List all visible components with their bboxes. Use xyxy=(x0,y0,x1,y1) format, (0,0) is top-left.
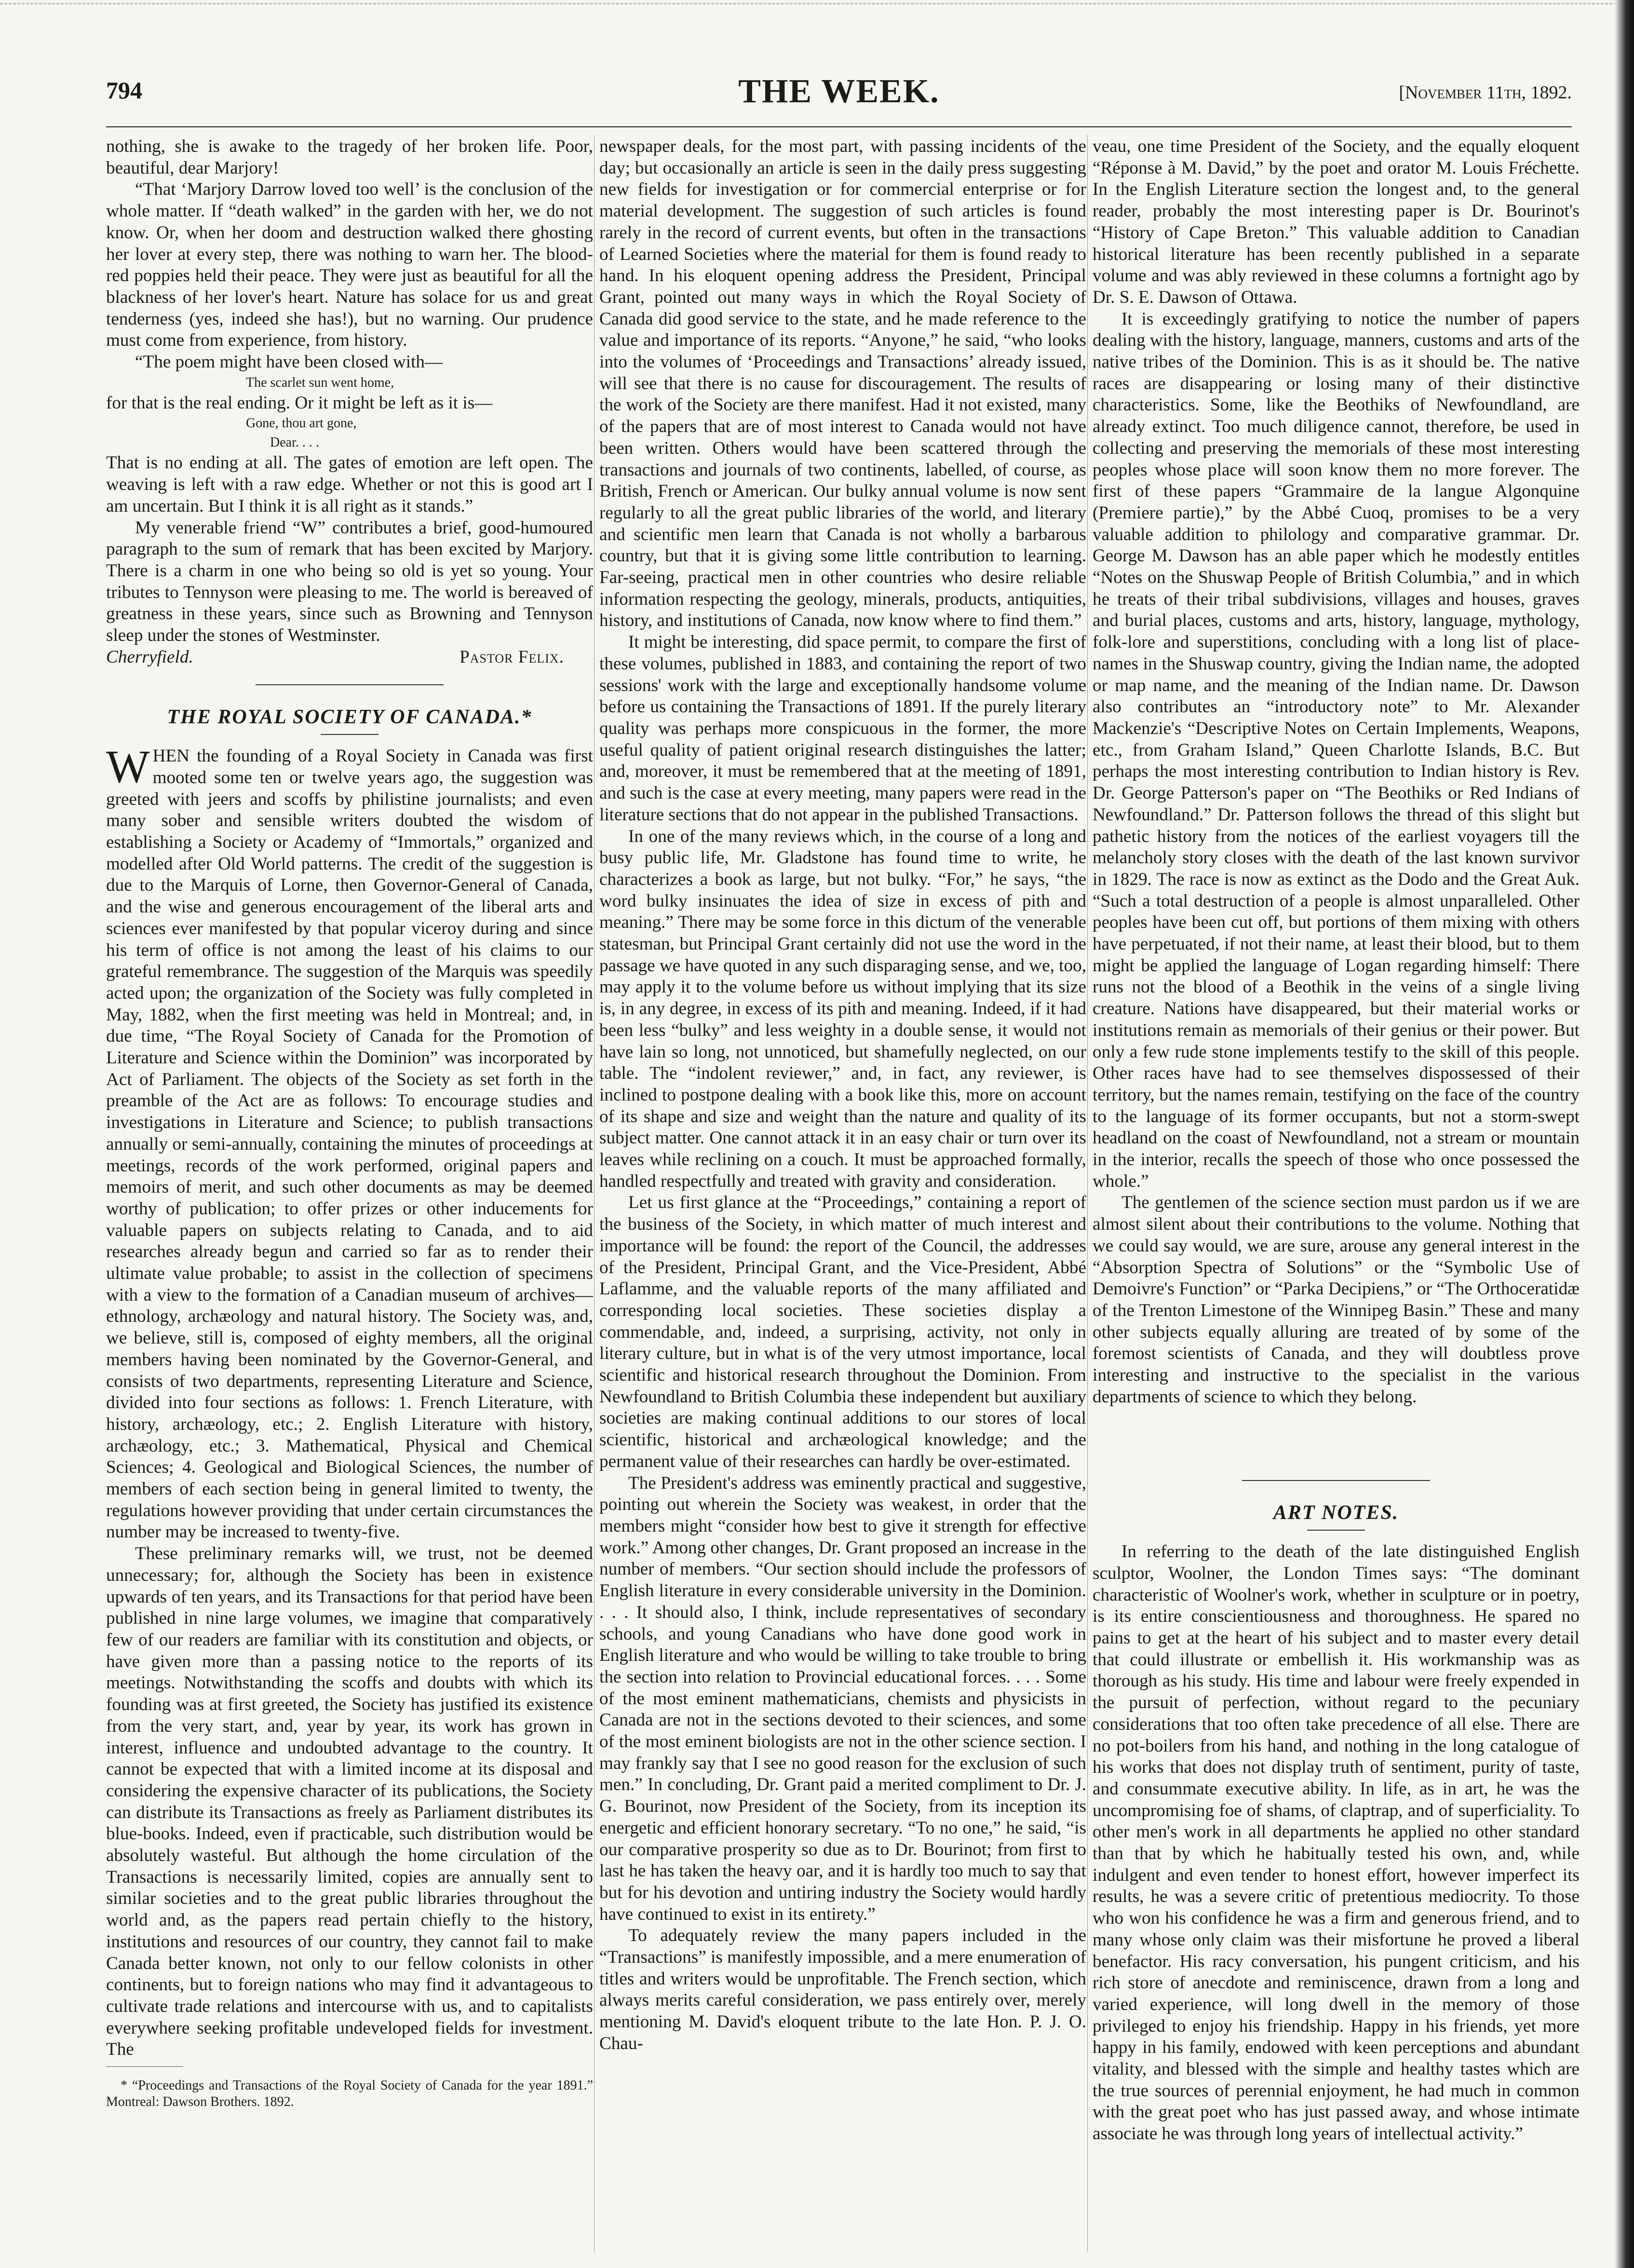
body-paragraph: My venerable friend “W” contributes a brief, good-humoured paragraph to the sum of remark that has been excited by Marjory. There is a charm in one who being so old is yet so young. Your tributes to Tennyson were pleasing to me. The world is bereaved of greatness in these years, since such as Browning and Tennyson sleep under the stones of Westminster. xyxy=(106,517,593,646)
header-rule xyxy=(106,126,1572,127)
section-rule xyxy=(1242,1480,1430,1481)
section-rule xyxy=(256,684,444,685)
signature-place: Cherryfield. xyxy=(106,647,193,667)
body-paragraph: “That ‘Marjory Darrow loved too well’ is the conclusion of the whole matter. If “death walked” in the garden with her, we do not know. Or, when her doom and destruction walked there ghosting her lover at every step, there was nothing to warn her. The blood-red poppies held their peace. They were just as beautiful for all the blackness of her lover's heart. Nature has solace for us and great tenderness (yes, indeed she has!), but no warning. Our prudence must come from experience, from history. xyxy=(106,179,593,351)
body-paragraph: Let us first glance at the “Proceedings,” containing a report of the business of the Society, in which matter of much interest and importance will be found: the report of the Council, the addresses of the President, Principal Grant, and the Vice-President, Abbé Laflamme, and the valuable reports of the many affiliated and corresponding local societies. These societies display a commendable, and, indeed, a surprising, activity, not only in literary culture, but in what is of the very utmost importance, local scientific and historical research throughout the Dominion. From Newfoundland to British Columbia these independent but auxiliary societies are making continual additions to our stores of local scientific, historical and archæological knowledge; and the permanent value of their researches can hardly be over-estimated. xyxy=(599,1193,1086,1471)
column-1 xyxy=(106,136,593,2248)
drop-cap: W xyxy=(106,741,150,793)
body-paragraph: The President's address was eminently practical and suggestive, pointing out wherein the Society was weakest, in order that the members might “consider how best to give it strength for effective work.” Among other changes, Dr. Grant proposed an increase in the number of members. “Our section should include the professors of English literature in every considerable university in the Dominion. . . . It should also, I think, include representatives of secondary schools, and young Canadians who have done good work in English literature and who would be willing to take trouble to bring the section into relation to Provincial educational forces. . . . Some of the most eminent mathematicians, chemists and physicists in Canada are not in the sections devoted to their sciences, and some of the most eminent biologists are not in the other science section. I may frankly say that I see no good reason for the exclusion of such men.” In concluding, Dr. Grant paid a merited compliment to Dr. J. G. Bourinot, now President of the Society, from its inception its energetic and efficient honorary secretary. “To no one,” he said, “is our comparative prosperity so due as to Dr. Bourinot; from first to last he has taken the heavy oar, and it is hardly too much to say that but for his devotion and untiring industry the Society would hardly have continued to exist in its entirety.” xyxy=(599,1473,1086,1924)
body-paragraph: The gentlemen of the science section must pardon us if we are almost silent about their contributions to the volume. Nothing that we could say would, we are sure, arouse any general interest in the “Absorption Spectra of Solutions” or the “Symbolic Use of Demoivre's Function” or “Parka Decipiens,” or “The Orthoceratidæ of the Trenton Limestone of the Winnipeg Basin.” These and many other subjects equally alluring are treated of by some of the foremost scientists of Canada, and they will doubtless prove interesting and instructive to the specialist in the various departments of science to which they belong. xyxy=(1093,1193,1580,1407)
body-paragraph: In one of the many reviews which, in the course of a long and busy public life, Mr. Gladstone has found time to write, he characterizes a book as large, but not bulky. “For,” he says, “the word bulky insinuates the idea of size in excess of pith and meaning.” There may be some force in this dictum of the venerable statesman, but Principal Grant certainly did not use the word in the passage we have quoted in any such disparaging sense, and we, too, may apply it to the volume before us without implying that its size is, in any degree, in excess of its pith and meaning. Indeed, if it had been less “bulky” and less weighty in a double sense, it would not have lain so long, not unnoticed, but shamefully neglected, on our table. The “indolent reviewer,” and, in fact, any reviewer, is inclined to postpone dealing with a book like this, more on account of its shape and size and weight than the nature and quality of its subject matter. One cannot attack it in an easy chair or turn over its leaves while reclining on a couch. It must be approached formally, handled respectfully and treated with gravity and consideration. xyxy=(599,826,1086,1191)
body-paragraph: for that is the real ending. Or it might be left as it is— xyxy=(106,393,493,413)
section-title: THE ROYAL SOCIETY OF CANADA.* xyxy=(167,706,532,729)
paragraph-text: HEN the founding of a Royal Society in Canada was first mooted some ten or twelve years ago, the suggestion was greeted with jeers and scoffs by philistine journalists; and even many sober and sensible writers doubted the wisdom of establishing a Society or Academy of “Immortals,” organized and modelled after Old World patterns. The credit of the suggestion is due to the Marquis of Lorne, then Governor-General of Canada, and the wise and generous encouragement of the liberal arts and sciences ever manifested by that popular viceroy during and since his term of office is not among the least of his claims to our grateful remembrance. The suggestion of the Marquis was speedily acted upon; the organization of the Society was fully completed in May, 1882, when the first meeting was held in Montreal; and, in due time, “The Royal Society of Canada for the Promotion of Literature and Science within the Dominion” was incorporated by Act of Parliament. The objects of the Society as set forth in the preamble of the Act are as follows: To encourage studies and investigations in Literature and Science; to publish transactions annually or semi-annually, containing the minutes of proceedings at meetings, records of the work performed, original papers and memoirs of merit, and such other documents as may be deemed worthy of publication; to offer prizes or other inducements for valuable papers on subjects relating to Canada, and to aid researches already begun and carried so far as to render their ultimate value probable; to assist in the collection of specimens with a view to the formation of a Canadian museum of archives—ethnology, archæology and natural history. The Society was, and, we believe, still is, composed of eighty members, all the original members having been nominated by the Governor-General, and consists of two departments, representing Literature and Science, divided into four sections as follows: 1. French Literature, with history, archæology, etc.; 2. English Literature with history, archæology, etc.; 3. Mathematical, Physical and Chemical Sciences; 4. Geological and Biological Sciences, the number of members of each section being in general limited to twenty, the regulations however providing that under certain circumstances the number may be increased to twenty-five. xyxy=(106,746,593,1542)
body-paragraph: newspaper deals, for the most part, with passing incidents of the day; but occasionally an article is seen in the daily press suggesting new fields for investigation or for commercial enterprise or for material development. The suggestion of such articles is found rarely in the record of current events, but often in the transactions of Learned Societies where the material for them is found ready to hand. In his eloquent opening address the President, Principal Grant, pointed out many ways in which the Royal Society of Canada did good service to the state, and he made reference to the value and importance of its reports. “Anyone,” he said, “who looks into the volumes of ‘Proceedings and Transactions’ already issued, will see that there is no cause for discouragement. The results of the work of the Society are there manifest. Had it not existed, many of the papers that are of most interest to Canada would not have been written. Others would have been scattered through the transactions and journals of two continents, labelled, of course, as British, French or American. Our bulky annual volume is now sent regularly to all the great public libraries of the world, and literary and scientific men learn that Canada is not wholly a barbarous country, but that it is giving some little contribution to learning. Far-seeing, practical men in other countries who desire reliable information respecting the geology, minerals, products, antiquities, history, and institutions of Canada, now know where to find them.” xyxy=(599,136,1086,631)
body-paragraph: In referring to the death of the late distinguished English sculptor, Woolner, the London Times says: “The dominant characteristic of Woolner's work, whether in sculpture or in poetry, is its entire conscientiousness and thoroughness. He spared no pains to get at the heart of his subject and to master every detail that could illustrate or embellish it. His workmanship was as thorough as his study. His time and labour were freely expended in the pursuit of perfection, without regard to the pecuniary considerations that too often take precedence of all else. There are no pot-boilers from his hand, and nothing in the long catalogue of his works that does not display truth of sentiment, purity of taste, and consummate executive ability. In life, as in art, he was the uncompromising foe of shams, of claptrap, and of superficiality. To other men's work in all departments he applied no other standard than that by which he habitually tested his own, and, while indulgent and even tender to honest effort, however imperfect its results, he was a severe critic of pretentious mediocrity. To those who won his confidence he was a firm and generous friend, and to many whose only claim was their misfortune he proved a liberal benefactor. His racy conversation, his pungent criticism, and his rich store of anecdote and reminiscence, drawn from a long and varied experience, will long dwell in the memory of those privileged to enjoy his friendship. Happy in his friends, yet more happy in his family, endowed with keen perceptions and abundant vitality, and blessed with the simple and healthy tastes which are the true sources of perennial enjoyment, he had much in common with the great poet who has just passed away, and whose intimate associate he was through long years of intellectual activity.” xyxy=(1093,1542,1580,2144)
signature xyxy=(106,647,593,668)
section-title: ART NOTES. xyxy=(1273,1502,1399,1524)
page-header xyxy=(106,72,1572,116)
body-paragraph xyxy=(106,741,593,1543)
title-rule xyxy=(1307,1530,1365,1531)
body-paragraph: veau, one time President of the Society, and the equally eloquent “Réponse à M. David,” by the poet and orator M. Louis Fréchette. In the English Literature section the longest and, to the general reader, probably the most interesting paper is Dr. Bourinot's “History of Cape Breton.” This valuable addition to Canadian historical literature has been recently published in a separate volume and was ably reviewed in these columns a fortnight ago by Dr. S. E. Dawson of Ottawa. xyxy=(1093,136,1580,307)
verse-line: The scarlet sun went home, xyxy=(246,375,394,390)
top-edge-rule xyxy=(0,3,1634,7)
footnote-rule xyxy=(106,2066,183,2067)
verse-line: Dear. . . . xyxy=(270,435,319,450)
column-3 xyxy=(1093,136,1580,2248)
body-paragraph: These preliminary remarks will, we trust, not be deemed unnecessary; for, although the Society has been in existence upwards of ten years, and its Transactions for that period have been published in nine large volumes, we imagine that comparatively few of our readers are familiar with its constitution and objects, or have given more than a passing notice to the reports of its meetings. Notwithstanding the scoffs and doubts with which its founding was at first greeted, the Society has justified its existence from the very start, and, year by year, its work has grown in interest, influence and undoubted advantage to the country. It cannot be expected that with a limited income at its disposal and considering the expensive character of its publications, the Society can distribute its Transactions as freely as Parliament distributes its blue-books. Indeed, even if practicable, such distribution would be absolutely wasteful. But although the home circulation of the Transactions is necessarily limited, copies are annually sent to similar societies and to the great public libraries throughout the world and, as the papers read pertain chiefly to the history, institutions and resources of our country, they cannot fail to make Canada better known, not only to our fellow colonists in other continents, but to foreign nations who may find it advantageous to cultivate trade relations and intercourse with us, and to capitalists everywhere seeking profitable undeveloped fields for investment. The xyxy=(106,1544,593,2060)
body-paragraph: nothing, she is awake to the tragedy of her broken life. Poor, beautiful, dear Marjory! xyxy=(106,136,593,178)
column-2 xyxy=(599,136,1086,2248)
body-paragraph: “The poem might have been closed with— xyxy=(135,352,443,372)
verse-line: Gone, thou art gone, xyxy=(246,416,357,431)
page-edge-shadow xyxy=(1615,0,1634,2268)
body-paragraph: To adequately review the many papers included in the “Transactions” is manifestly impossible, and a mere enumeration of titles and writers would be unprofitable. The French section, which always merits careful consideration, we pass entirely over, merely mentioning M. David's eloquent tribute to the late Hon. P. J. O. Chau- xyxy=(599,1926,1086,2053)
column-divider xyxy=(1087,135,1088,2252)
title-rule xyxy=(321,734,378,735)
body-paragraph: That is no ending at all. The gates of emotion are left open. The weaving is left with a raw edge. Whether or not this is good art I am uncertain. But I think it is all right as it stands.” xyxy=(106,453,593,516)
signature-name: Pastor Felix. xyxy=(459,647,564,667)
footnote: * “Proceedings and Transactions of the Royal Society of Canada for the year 1891.” Montreal: Dawson Brothers. 1892. xyxy=(106,2078,593,2110)
body-paragraph: It is exceedingly gratifying to notice the number of papers dealing with the history, language, manners, customs and arts of the native tribes of the Dominion. This is as it should be. The native races are disappearing or losing many of their distinctive characteristics. Some, like the Beothiks of Newfoundland, are already extinct. Too much diligence cannot, therefore, be used in collecting and preserving the memorials of these most interesting peoples whose place will soon know them no more forever. The first of these papers “Grammaire de la langue Algonquine (Premiere partie),” by the Abbé Cuoq, promises to be a very valuable addition to philology and comparative grammar. Dr. George M. Dawson has an able paper which he modestly entitles “Notes on the Shuswap People of British Columbia,” and in which he treats of their tribal subdivisions, villages and houses, graves and burial places, customs and arts, history, language, mythology, folk-lore and superstitions, concluding with a long list of place-names in the Shuswap country, giving the Indian name, the adopted or map name, and the meaning of the Indian name. Dr. Dawson also contributes an “introductory note” to Mr. Alexander Mackenzie's “Descriptive Notes on Certain Implements, Weapons, etc., from Graham Island,” Queen Charlotte Islands, B.C. But perhaps the most interesting contribution to Indian history is Rev. Dr. George Patterson's paper on “The Beothiks or Red Indians of Newfoundland.” Dr. Patterson follows the thread of this slight but pathetic history from the notices of the earliest voyagers till the melancholy story closes with the death of the last known survivor in 1829. The race is now as extinct as the Dodo and the Great Auk. “Such a total destruction of a people is almost unparalleled. Other peoples have been cut off, but portions of them mixing with others have perpetuated, if not their name, at least their blood, but to them might be applied the language of Logan regarding himself: There runs not the blood of a Beothik in the veins of a single living creature. Nations have disappeared, but their material works or institutions remain as memorials of their genius or their power. But only a few rude stone implements testify to the skill of this people. Other races have had to see themselves dispossessed of their territory, but the names remain, testifying on the face of the country to the language of its former occupants, but not a storm-swept headland on the coast of Newfoundland, not a stream or mountain in the interior, recalls the speech of those who once possessed the whole.” xyxy=(1093,309,1580,1191)
page-number: 794 xyxy=(106,77,142,104)
body-paragraph: It might be interesting, did space permit, to compare the first of these volumes, published in 1883, and containing the report of two sessions' work with the large and exceptionally handsome volume before us containing the Transactions of 1891. If the purely literary quality was perhaps more conspicuous in the former, the more useful quality of patient original research distinguishes the latter; and, moreover, it must be remembered that at the meeting of 1891, and such is the case at every meeting, many papers were read in the literature sections that do not appear in the published Transactions. xyxy=(599,632,1086,825)
issue-date: [November 11th, 1892. xyxy=(1399,82,1572,103)
masthead-title: THE WEEK. xyxy=(738,73,940,110)
